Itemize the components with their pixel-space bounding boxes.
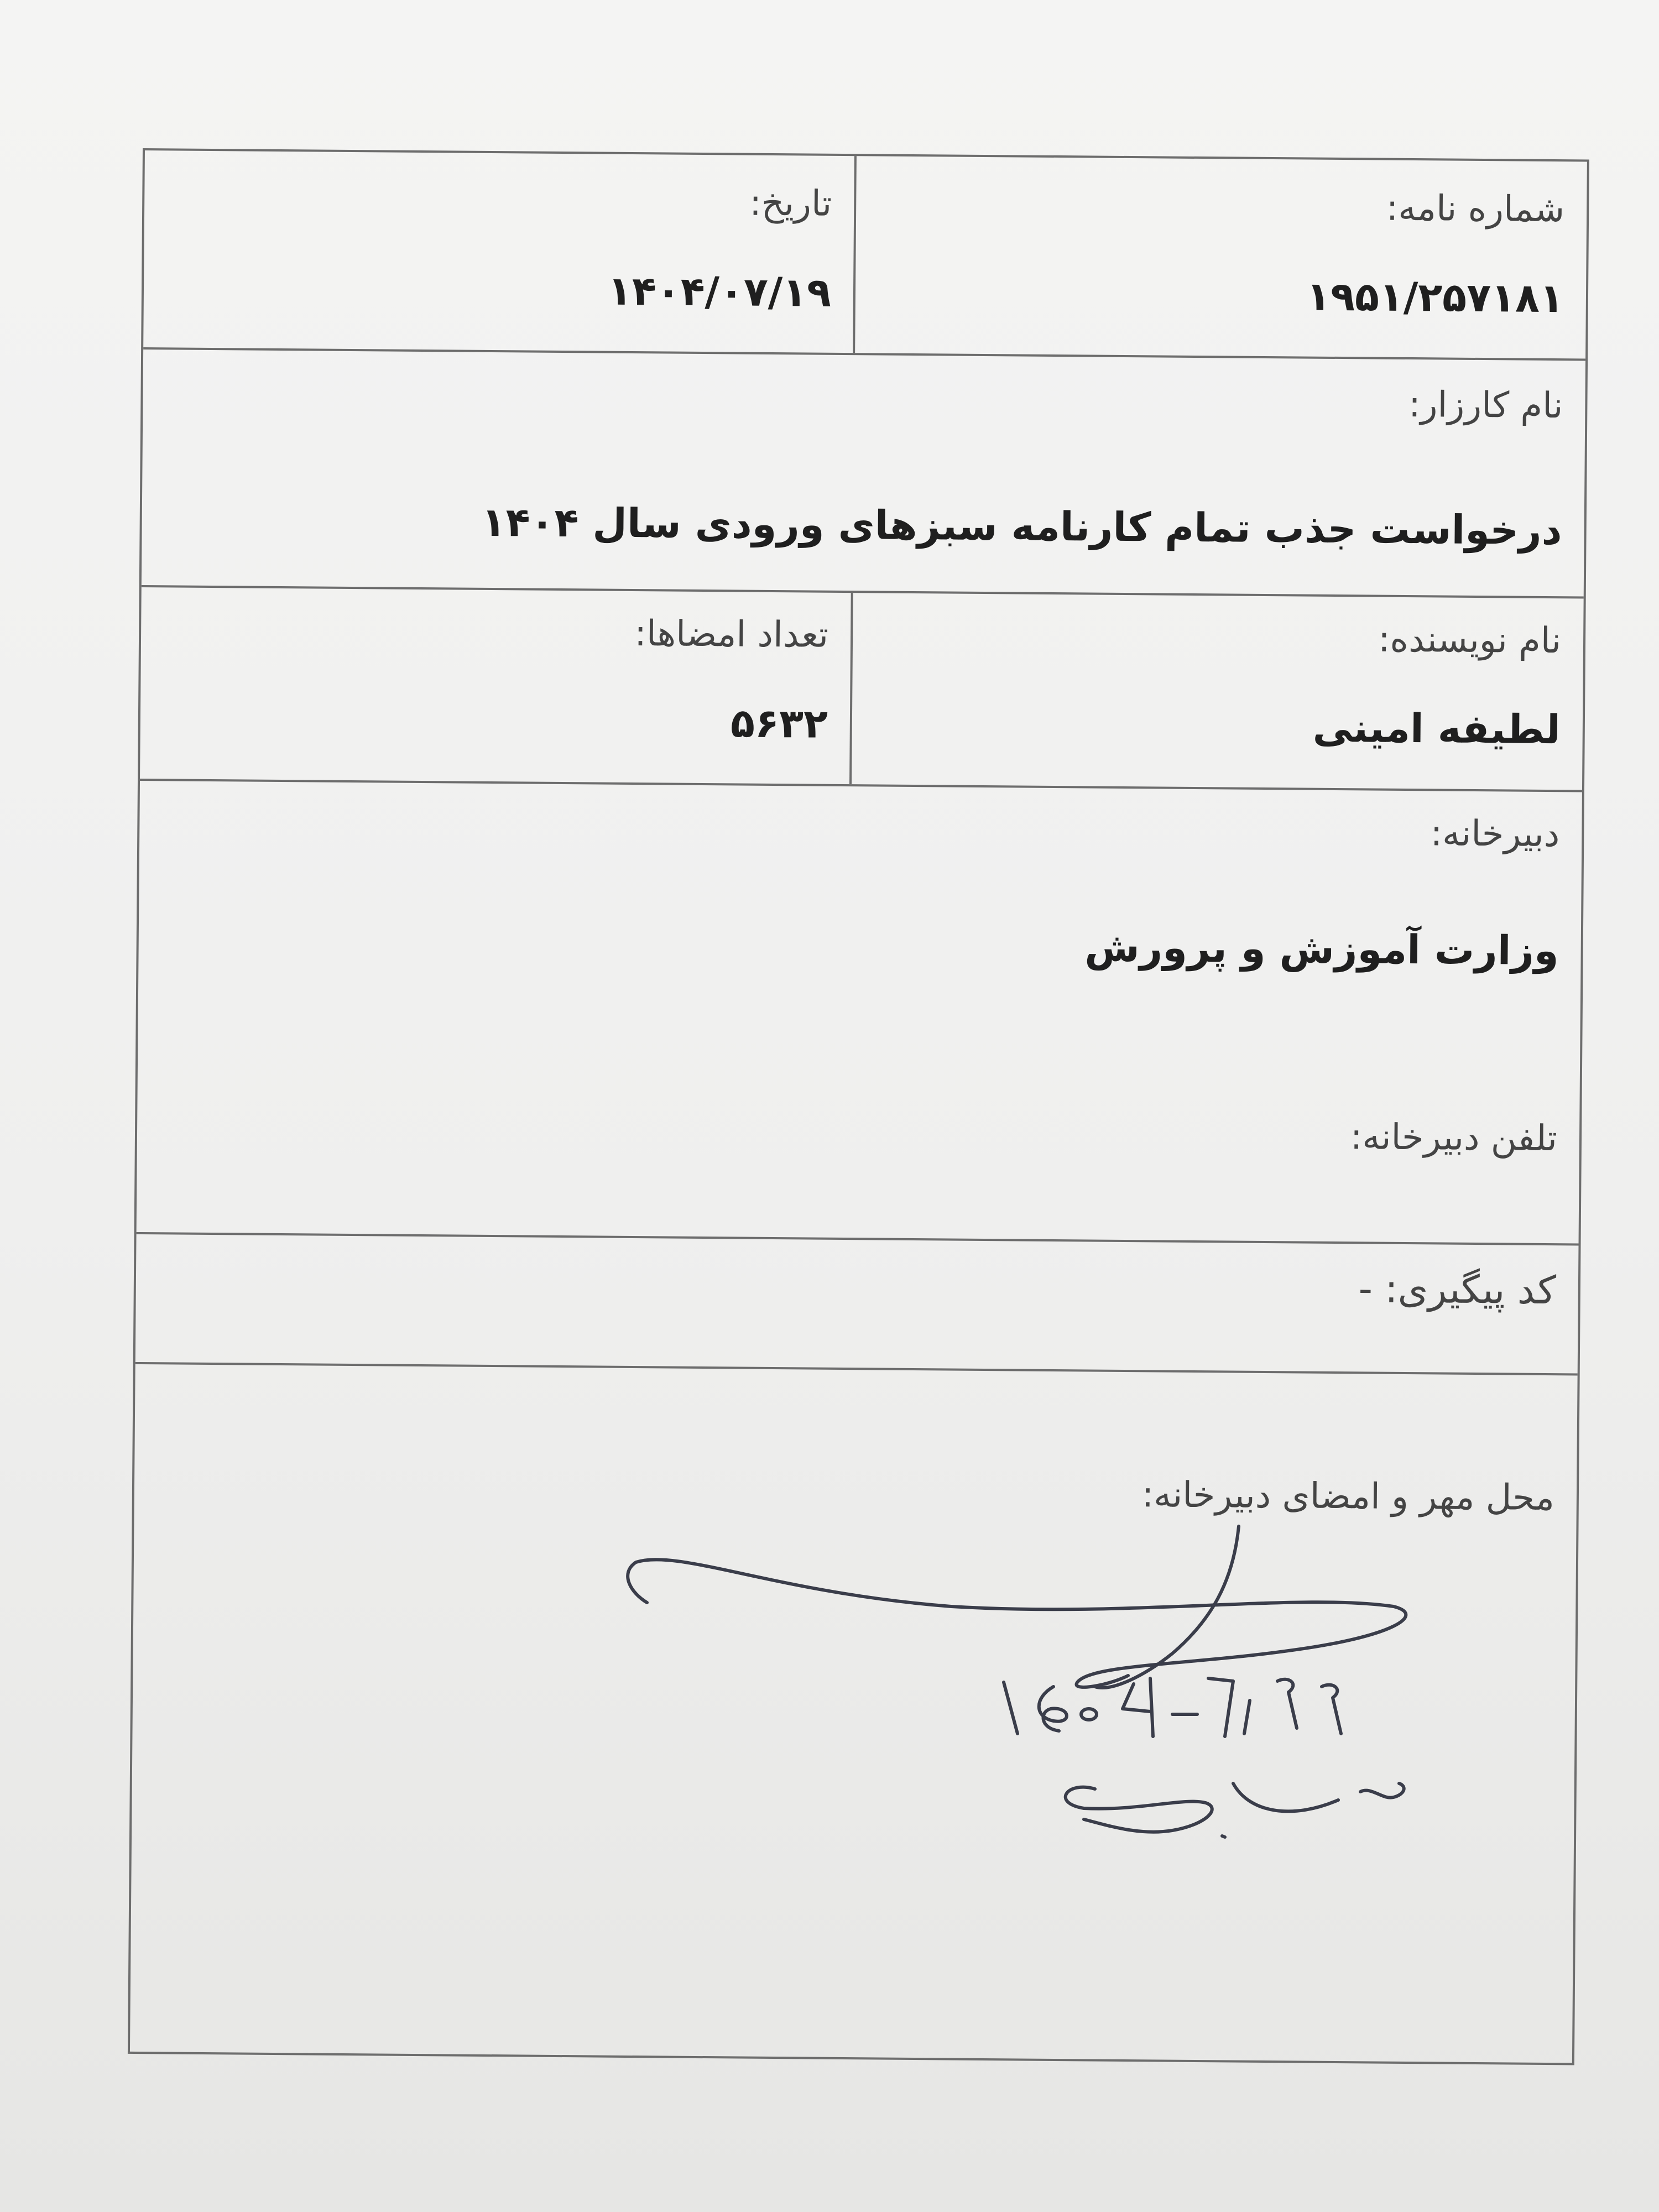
date-cell bbox=[143, 150, 854, 353]
row-subject bbox=[142, 349, 1585, 598]
secretariat-value: وزارت آموزش و پرورش bbox=[1084, 924, 1559, 974]
signatures-cell bbox=[140, 587, 851, 784]
petition-receipt-form bbox=[128, 148, 1589, 2065]
letter-number-label: شماره نامه: bbox=[1386, 187, 1565, 231]
date-value: ۱۴۰۴/۰۷/۱۹ bbox=[607, 267, 832, 316]
row-stamp-area bbox=[130, 1364, 1578, 2067]
row-secretariat bbox=[137, 781, 1582, 1245]
tracking-label bbox=[1358, 1266, 1556, 1313]
author-cell bbox=[873, 593, 1584, 790]
signatures-value: ۵۶۳۲ bbox=[730, 700, 828, 747]
secretariat-label: دبیرخانه: bbox=[1430, 813, 1560, 855]
row-author-signatures bbox=[140, 587, 1584, 792]
letter-number-value: ۱۹۵۱/۲۵۷۱۸۱ bbox=[1306, 273, 1564, 322]
tracking-code-value: - bbox=[1358, 1266, 1373, 1312]
author-value: لطیفه امینی bbox=[1312, 704, 1561, 753]
row-letter-number-date bbox=[143, 150, 1587, 361]
tracking-label-text: کد پیگیری: bbox=[1384, 1266, 1557, 1313]
signatures-label: تعداد امضاها: bbox=[634, 613, 829, 656]
subject-value: درخواست جذب تمام کارنامه سبزهای ورودی سال ۱۴۰۴ bbox=[481, 498, 1562, 554]
secretariat-phone-label: تلفن دبیرخانه: bbox=[1350, 1117, 1558, 1160]
letter-number-cell bbox=[876, 156, 1587, 358]
stamp-label: محل مهر و امضای دبیرخانه: bbox=[1141, 1474, 1555, 1519]
date-label: تاریخ: bbox=[749, 182, 832, 225]
author-label: نام نویسنده: bbox=[1378, 619, 1562, 662]
row-tracking-code bbox=[135, 1234, 1579, 1375]
subject-label: نام کارزار: bbox=[1408, 384, 1563, 427]
